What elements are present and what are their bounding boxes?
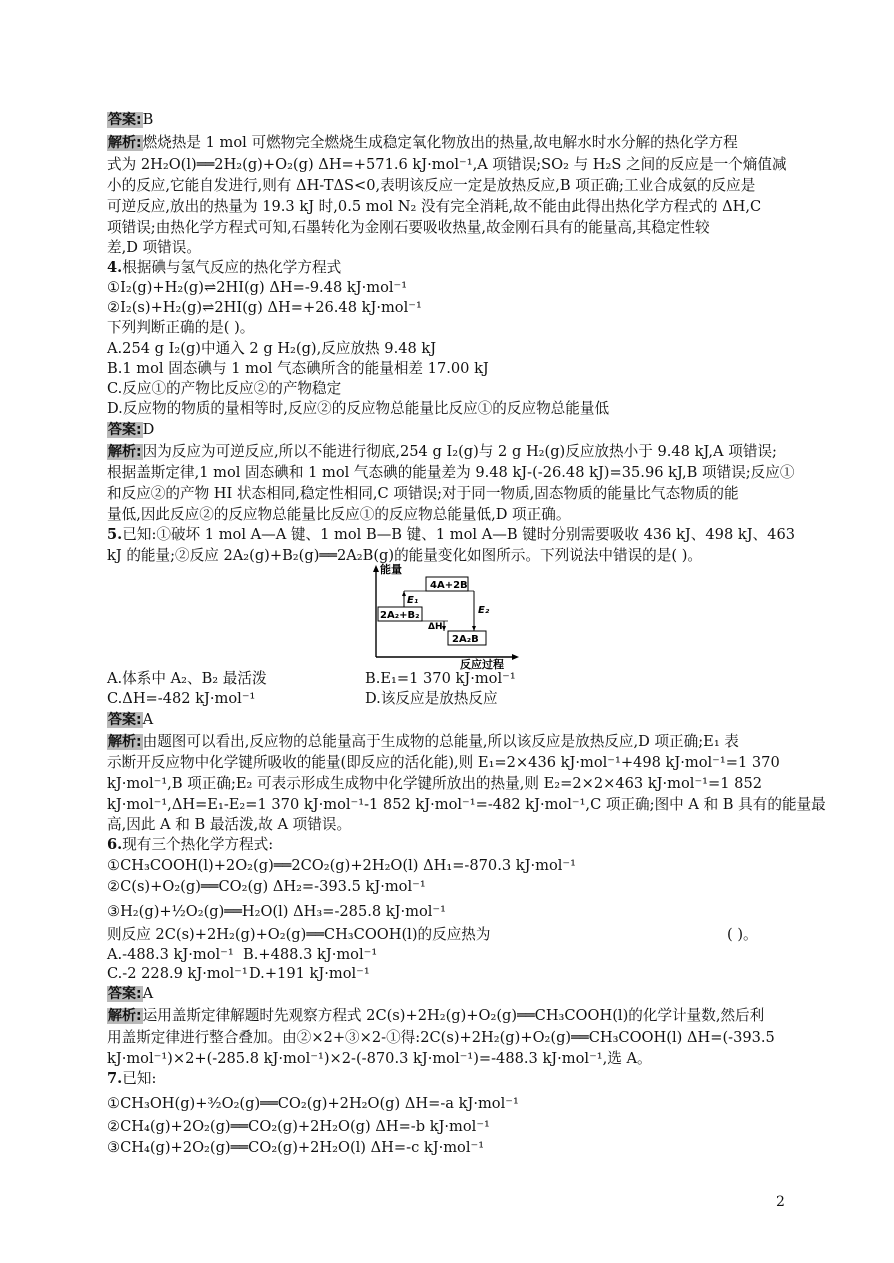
- q6-option-d: D.+191 kJ·mol⁻¹: [249, 965, 370, 982]
- q3-analysis-line-1: 解析:燃烧热是 1 mol 可燃物完全燃烧生成稳定氧化物放出的热量,故电解水时水分解的热化学方程: [108, 134, 738, 151]
- q4-analysis-line-3: 和反应②的产物 HI 状态相同,稳定性相同,C 项错误;对于同一物质,固态物质的能量比气态物质的能: [107, 485, 739, 502]
- q5-stem-2: kJ 的能量;②反应 2A₂(g)+B₂(g)══2A₂B(g)的能量变化如图所示。下列说法中错误的是( )。: [107, 547, 702, 564]
- q4-option-c: C.反应①的产物比反应②的产物稳定: [107, 380, 342, 397]
- q4-equation-2: ②I₂(s)+H₂(g)⇌2HI(g) ΔH=+26.48 kJ·mol⁻¹: [107, 299, 422, 316]
- y-axis-arrow: [373, 565, 379, 572]
- level-bottom-label: 2A₂B: [452, 634, 479, 645]
- q7-equation-2: ②CH₄(g)+2O₂(g)══CO₂(g)+2H₂O(g) ΔH=-b kJ·mol⁻¹: [107, 1118, 490, 1135]
- analysis-tag: 解析:: [108, 734, 142, 750]
- q7-stem: 7.已知:: [107, 1070, 157, 1087]
- q5-option-a: A.体系中 A₂、B₂ 最活泼: [107, 670, 267, 687]
- page-number: 2: [776, 1194, 785, 1210]
- q7-equation-3: ③CH₄(g)+2O₂(g)══CO₂(g)+2H₂O(l) ΔH=-c kJ·mol⁻¹: [107, 1139, 485, 1156]
- y-axis-label: 能量: [380, 563, 402, 576]
- q6-analysis-line-1: 解析:运用盖斯定律解题时先观察方程式 2C(s)+2H₂(g)+O₂(g)══CH₃COOH(l)的化学计量数,然后利: [108, 1007, 765, 1024]
- q5-analysis-line-1: 解析:由题图可以看出,反应物的总能量高于生成物的总能量,所以该反应是放热反应,D 项正确;E₁ 表: [108, 733, 739, 750]
- q4-question: 下列判断正确的是( )。: [107, 319, 255, 336]
- dh-label: ΔH: [428, 622, 443, 632]
- q5-option-c: C.ΔH=-482 kJ·mol⁻¹: [107, 690, 256, 707]
- q6-stem: 6.现有三个热化学方程式:: [107, 836, 274, 853]
- q4-analysis-line-4: 量低,因此反应②的反应物总能量比反应①的反应物总能量低,D 项正确。: [107, 506, 571, 523]
- q5-option-d: D.该反应是放热反应: [365, 690, 498, 707]
- q3-analysis-line-5: 项错误;由热化学方程式可知,石墨转化为金刚石要吸收热量,故金刚石具有的能量高,其稳定性较: [107, 219, 710, 236]
- q5-answer-line: [107, 710, 153, 730]
- q6-equation-3: ③H₂(g)+½O₂(g)══H₂O(l) ΔH₃=-285.8 kJ·mol⁻¹: [107, 903, 446, 920]
- answer-tag: 答案:: [108, 422, 142, 438]
- q3-analysis-line-4: 可逆反应,放出的热量为 19.3 kJ 时,0.5 mol N₂ 没有完全消耗,故不能由此得出热化学方程式的 ΔH,C: [107, 198, 762, 215]
- q4-equation-1: ①I₂(g)+H₂(g)⇌2HI(g) ΔH=-9.48 kJ·mol⁻¹: [107, 279, 408, 296]
- q4-stem: 4.根据碘与氢气反应的热化学方程式: [107, 259, 342, 276]
- q6-option-c: C.-2 228.9 kJ·mol⁻¹: [107, 965, 248, 982]
- q5-answer: A: [142, 711, 154, 728]
- e2-label: E₂: [478, 605, 490, 616]
- level-mid-label: 2A₂+B₂: [380, 610, 420, 621]
- q6-question: 则反应 2C(s)+2H₂(g)+O₂(g)══CH₃COOH(l)的反应热为: [107, 926, 491, 943]
- q3-answer-line: [107, 110, 153, 130]
- energy-diagram: [364, 563, 524, 671]
- q4-option-b: B.1 mol 固态碘与 1 mol 气态碘所含的能量相差 17.00 kJ: [107, 360, 489, 377]
- q3-answer: B: [142, 111, 154, 128]
- q7-equation-1: ①CH₃OH(g)+³⁄₂O₂(g)══CO₂(g)+2H₂O(g) ΔH=-a kJ·mol⁻¹: [107, 1095, 519, 1112]
- q5-analysis-line-3: kJ·mol⁻¹,B 项正确;E₂ 可表示形成生成物中化学键所放出的热量,则 E₂=2×2×463 kJ·mol⁻¹=1 852: [107, 775, 763, 792]
- q5-analysis-line-2: 示断开反应物中化学键所吸收的能量(即反应的活化能),则 E₁=2×436 kJ·mol⁻¹+498 kJ·mol⁻¹=1 370: [107, 754, 780, 771]
- q5-analysis-line-4: kJ·mol⁻¹,ΔH=E₁-E₂=1 370 kJ·mol⁻¹-1 852 kJ·mol⁻¹=-482 kJ·mol⁻¹,C 项正确;图中 A 和 B 具有的能量最: [107, 796, 826, 813]
- q6-option-a: A.-488.3 kJ·mol⁻¹: [107, 946, 234, 963]
- q6-answer-paren: ( )。: [727, 926, 758, 943]
- q3-analysis-line-3: 小的反应,它能自发进行,则有 ΔH-TΔS<0,表明该反应一定是放热反应,B 项正确;工业合成氨的反应是: [107, 177, 756, 194]
- q6-equation-2: ②C(s)+O₂(g)══CO₂(g) ΔH₂=-393.5 kJ·mol⁻¹: [107, 878, 426, 895]
- e1-arrowhead: [402, 591, 406, 596]
- q6-analysis-line-3: kJ·mol⁻¹)×2+(-285.8 kJ·mol⁻¹)×2-(-870.3 kJ·mol⁻¹)=-488.3 kJ·mol⁻¹,选 A。: [107, 1050, 652, 1067]
- q4-answer-line: [107, 420, 154, 440]
- q4-option-d: D.反应物的物质的量相等时,反应②的反应物总能量比反应①的反应物总能量低: [107, 400, 610, 417]
- answer-tag: 答案:: [108, 986, 142, 1002]
- analysis-tag: 解析:: [108, 135, 142, 151]
- q5-options-row-1: [107, 669, 267, 689]
- q4-analysis-line-1: 解析:因为反应为可逆反应,所以不能进行彻底,254 g I₂(g)与 2 g H₂(g)反应放热小于 9.48 kJ,A 项错误;: [108, 443, 777, 460]
- q5-option-b: B.E₁=1 370 kJ·mol⁻¹: [365, 670, 516, 687]
- q4-answer: D: [142, 421, 155, 438]
- level-top-label: 4A+2B: [430, 580, 468, 591]
- analysis-tag: 解析:: [108, 444, 142, 460]
- q3-analysis-line-6: 差,D 项错误。: [107, 239, 201, 256]
- q6-option-b: B.+488.3 kJ·mol⁻¹: [243, 946, 378, 963]
- x-axis-arrow: [512, 654, 519, 660]
- q4-analysis-line-2: 根据盖斯定律,1 mol 固态碘和 1 mol 气态碘的能量差为 9.48 kJ-(-26.48 kJ)=35.96 kJ,B 项错误;反应①: [107, 464, 795, 481]
- answer-tag: 答案:: [108, 712, 142, 728]
- q5-stem-1: 5.已知:①破坏 1 mol A—A 键、1 mol B—B 键、1 mol A—B 键时分别需要吸收 436 kJ、498 kJ、463: [107, 526, 796, 543]
- e2-arrowhead: [472, 626, 476, 631]
- e1-label: E₁: [407, 595, 419, 606]
- q6-equation-1: ①CH₃COOH(l)+2O₂(g)══2CO₂(g)+2H₂O(l) ΔH₁=-870.3 kJ·mol⁻¹: [107, 857, 576, 874]
- q6-answer: A: [142, 985, 154, 1002]
- q5-analysis-line-5: 高,因此 A 和 B 最活泼,故 A 项错误。: [107, 816, 352, 833]
- x-axis-label: 反应过程: [460, 658, 504, 671]
- answer-tag: 答案:: [108, 112, 142, 128]
- dh-arrowhead: [442, 626, 446, 631]
- q4-option-a: A.254 g I₂(g)中通入 2 g H₂(g),反应放热 9.48 kJ: [107, 340, 437, 357]
- analysis-tag: 解析:: [108, 1008, 142, 1024]
- q6-answer-line: [107, 984, 153, 1004]
- q6-analysis-line-2: 用盖斯定律进行整合叠加。由②×2+③×2-①得:2C(s)+2H₂(g)+O₂(g)══CH₃COOH(l) ΔH=(-393.5: [107, 1029, 775, 1046]
- q3-analysis-line-2: 式为 2H₂O(l)══2H₂(g)+O₂(g) ΔH=+571.6 kJ·mol⁻¹,A 项错误;SO₂ 与 H₂S 之间的反应是一个熵值减: [107, 156, 787, 173]
